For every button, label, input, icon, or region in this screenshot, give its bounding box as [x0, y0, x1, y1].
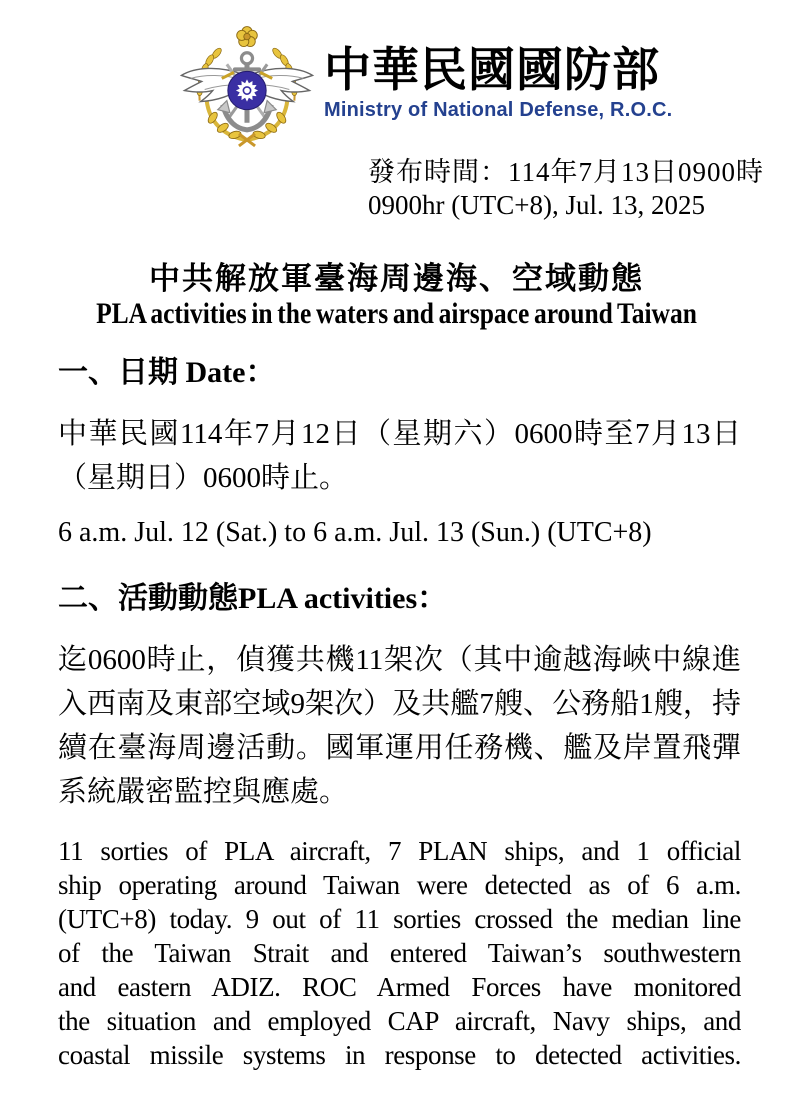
sun-disc: [228, 71, 266, 109]
org-name-zh: 中華民國國防部: [324, 45, 660, 97]
text-line: the situation and employed CAP aircraft, Navy ships, and: [58, 1006, 741, 1036]
date-paragraph-zh: [58, 412, 741, 500]
document-title-en: PLA activities in the waters and airspace around Taiwan: [96, 297, 697, 330]
text-line: 入西南及東部空域9架次）及共艦7艘、公務船1艘，持: [58, 688, 741, 720]
text-line: （星期日）0600時止。: [58, 462, 349, 494]
text-line: (UTC+8) today. 9 out of 11 sorties crossed the median line: [58, 904, 741, 934]
date-paragraph-en: 6 a.m. Jul. 12 (Sat.) to 6 a.m. Jul. 13 (Sun.) (UTC+8): [58, 517, 652, 548]
text-line: coastal missile systems in response to detected activities.: [58, 1040, 741, 1070]
text-line: 續在臺海周邊活動。國軍運用任務機、艦及岸置飛彈: [58, 732, 741, 764]
release-time-en: 0900hr (UTC+8), Jul. 13, 2025: [368, 190, 705, 220]
text-line: 系統嚴密監控與應處。: [58, 776, 349, 808]
section-heading-activities: 二、活動動態PLA activities：: [58, 582, 448, 615]
mnd-roc-emblem-icon: [176, 24, 318, 152]
document-title-zh: 中共解放軍臺海周邊海、空域動態: [149, 261, 644, 296]
activities-paragraph-en: [58, 834, 741, 1072]
header: [176, 24, 793, 152]
text-line: ship operating around Taiwan were detected as of 6 a.m.: [58, 870, 741, 900]
plum-blossom: [237, 27, 258, 47]
section-heading-date: 一、日期 Date：: [58, 356, 276, 389]
org-name-en: Ministry of National Defense, R.O.C.: [324, 99, 673, 121]
text-line: 11 sorties of PLA aircraft, 7 PLAN ships, and 1 official: [58, 836, 741, 866]
release-time: [368, 156, 793, 222]
text-line: 中華民國114年7月12日（星期六）0600時至7月13日: [58, 418, 741, 450]
release-time-zh: 發布時間：114年7月13日0900時: [368, 157, 764, 187]
document-title: [0, 262, 793, 332]
document-body: [58, 356, 741, 1072]
activities-paragraph-zh: [58, 638, 741, 814]
text-line: of the Taiwan Strait and entered Taiwan’s southwestern: [58, 938, 741, 968]
text-line: 迄0600時止，偵獲共機11架次（其中逾越海峽中線進: [58, 644, 741, 676]
header-text: [324, 44, 672, 122]
text-line: and eastern ADIZ. ROC Armed Forces have monitored: [58, 972, 741, 1002]
